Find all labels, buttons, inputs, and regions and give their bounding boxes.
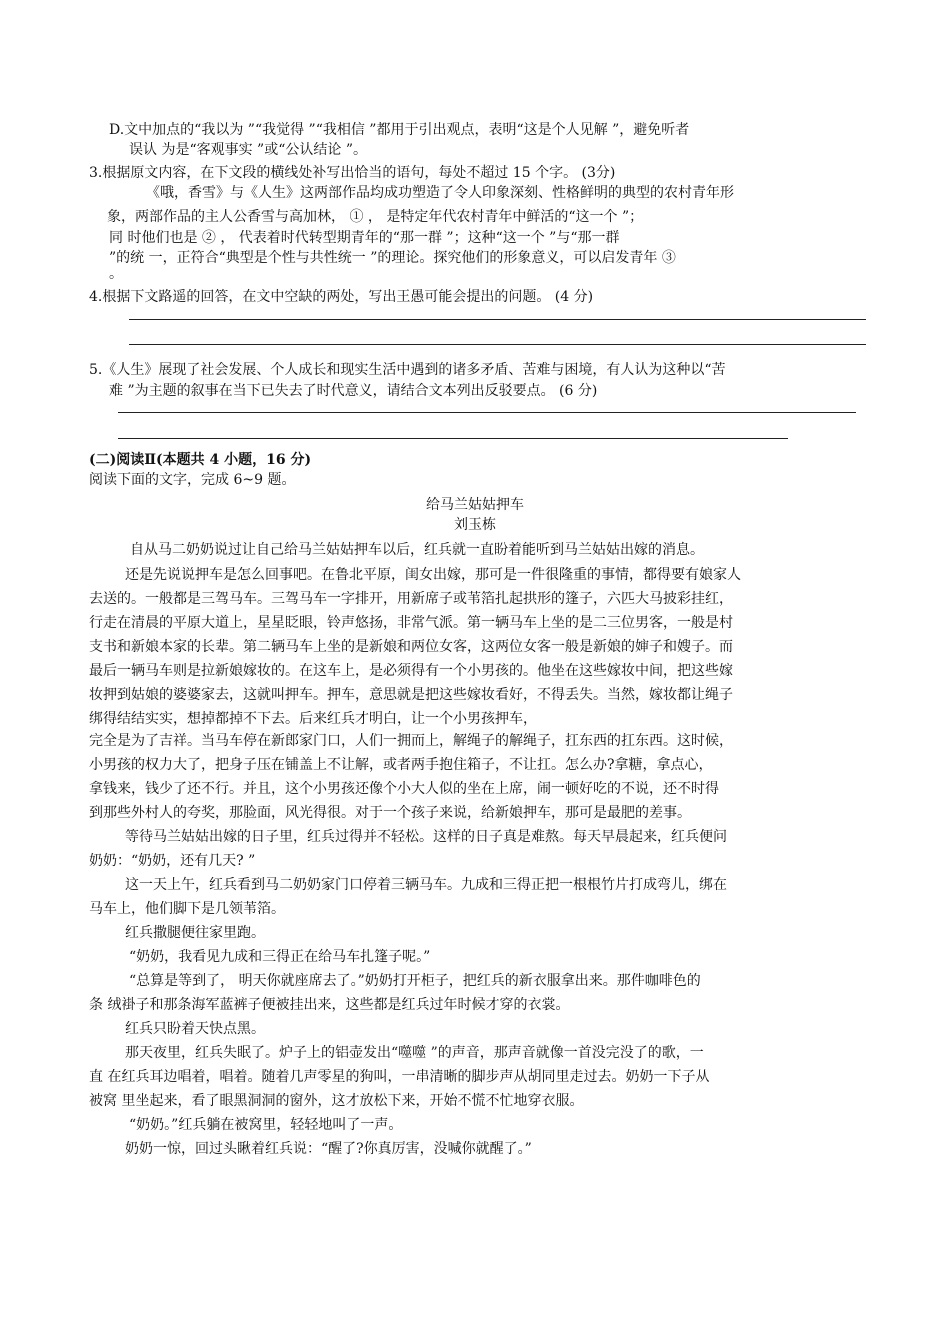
story-line: 那天夜里，红兵失眠了。炉子上的铝壶发出“噬噬 ”的声音，那声音就像一首没完没了的歌，一 xyxy=(125,1045,704,1061)
q4-answer-line-2[interactable] xyxy=(129,344,866,345)
section-heading: (二)阅读Ⅱ(本题共 4 小题，16 分) xyxy=(89,452,312,468)
story-line: 这一天上午，红兵看到马二奶奶家门口停着三辆马车。九成和三得正把一根根竹片打成弯儿，绑在 xyxy=(125,877,727,893)
story-line: 拿钱来，钱少了还不行。并且，这个小男孩还像个小大人似的坐在上席，闹一顿好吃的不说，还不时得 xyxy=(89,781,719,797)
q4-stem: 4.根据下文路遥的回答，在文中空缺的两处，写出王愚可能会提出的问题。 (4 分) xyxy=(89,289,594,305)
q5-answer-line-1[interactable] xyxy=(118,412,856,413)
story-line: 直 在红兵耳边唱着，唱着。随着几声零星的狗叫，一串清晰的脚步声从胡同里走过去。奶奶一下子从 xyxy=(89,1069,710,1085)
story-line: 自从马二奶奶说过让自己给马兰姑姑押车以后，红兵就一直盼着能听到马兰姑姑出嫁的消息。 xyxy=(130,542,704,558)
story-line: 还是先说说押车是怎么回事吧。在鲁北平原，闺女出嫁，那可是一件很隆重的事情，都得要有娘家人 xyxy=(125,567,741,583)
story-line: 等待马兰姑姑出嫁的日子里，红兵过得并不轻松。这样的日子真是难熬。每天早晨起来，红兵便问 xyxy=(125,829,727,845)
story-line: 红兵撒腿便往家里跑。 xyxy=(125,925,265,941)
q3-paragraph-line4: ”的统 一，正符合“典型是个性与共性统一 ”的理论。探究他们的形象意义，可以启发青年 ③ xyxy=(109,250,676,266)
q5-stem-line1: 5.《人生》展现了社会发展、个人成长和现实生活中遇到的诸多矛盾、苦难与困境，有人认为这种以“苦 xyxy=(89,362,726,378)
q5-answer-line-2[interactable] xyxy=(118,438,788,439)
q2-option-d-line2: 误认 为是“客观事实 ”或“公认结论 ”。 xyxy=(129,142,367,158)
story-line: 奶奶：“奶奶，还有几天? ” xyxy=(89,853,256,869)
q3-paragraph-line5: 。 xyxy=(109,266,123,282)
q4-answer-line-1[interactable] xyxy=(129,319,866,320)
story-line: “总算是等到了， 明天你就座席去了。”奶奶打开柜子，把红兵的新衣服拿出来。那件咖啡色的 xyxy=(129,973,701,989)
story-line: 奶奶一惊，回过头瞅着红兵说：“醒了?你真厉害，没喊你就醒了。” xyxy=(125,1141,532,1157)
story-line: 行走在清晨的平原大道上，星星眨眼，铃声悠扬，非常气派。第一辆马车上坐的是二三位男客，一般是村 xyxy=(89,615,733,631)
story-line: 支书和新娘本家的长辈。第二辆马车上坐的是新娘和两位女客，这两位女客一般是新娘的婶子和嫂子。而 xyxy=(89,639,733,655)
q5-stem-line2: 难 ”为主题的叙事在当下已失去了时代意义，请结合文本列出反驳要点。 (6 分) xyxy=(109,383,598,399)
section-instruction: 阅读下面的文字，完成 6~9 题。 xyxy=(89,472,296,488)
story-line: “奶奶，我看见九成和三得正在给马车扎篷子呢。” xyxy=(129,949,431,965)
q3-paragraph-line2: 象，两部作品的主人公香雪与高加林， ① ， 是特定年代农村青年中鲜活的“这一个 ”； xyxy=(107,209,644,225)
story-line: 绑得结结实实，想掉都掉不下去。后来红兵才明白，让一个小男孩押车， xyxy=(89,711,537,727)
story-line: “奶奶。”红兵躺在被窝里，轻轻地叫了一声。 xyxy=(129,1117,403,1133)
q3-stem: 3.根据原文内容，在下文段的横线处补写出恰当的语句，每处不超过 15 个字。 (3分) xyxy=(89,165,616,181)
story-line: 最后一辆马车则是拉新娘嫁妆的。在这车上，是必须得有一个小男孩的。他坐在这些嫁妆中间，把这些嫁 xyxy=(89,663,733,679)
story-line: 到那些外村人的夸奖，那脸面，风光得很。对于一个孩子来说，给新娘押车，那可是最肥的差事。 xyxy=(89,805,691,821)
story-title: 给马兰姑姑押车 xyxy=(426,497,524,513)
story-line: 完全是为了吉祥。当马车停在新郎家门口，人们一拥而上，解绳子的解绳子，扛东西的扛东西。这时候， xyxy=(89,733,733,749)
story-line: 妆押到姑娘的婆婆家去，这就叫押车。押车，意思就是把这些嫁妆看好，不得丢失。当然，嫁妆都让绳子 xyxy=(89,687,733,703)
q3-paragraph-line3: 同 时他们也是 ② ， 代表着时代转型期青年的“那一群 ”；这种“这一个 ”与“那一群 xyxy=(109,230,620,246)
story-author: 刘玉栋 xyxy=(454,517,496,533)
story-line: 马车上，他们脚下是几领苇箔。 xyxy=(89,901,285,917)
q2-option-d-line1: D.文中加点的“我以为 ”“我觉得 ”“我相信 ”都用于引出观点，表明“这是个人见解 ”，避免听者 xyxy=(109,122,690,138)
story-line: 红兵只盼着天快点黑。 xyxy=(125,1021,265,1037)
story-line: 小男孩的权力大了，把身子压在铺盖上不让解，或者两手抱住箱子，不让扛。怎么办?拿糖，拿点心， xyxy=(89,757,713,773)
story-line: 去送的。一般都是三驾马车。三驾马车一字排开，用新席子或苇箔扎起拱形的篷子，六匹大马披彩挂红， xyxy=(89,591,733,607)
story-line: 被窝 里坐起来，看了眼黑洞洞的窗外，这才放松下来，开始不慌不忙地穿衣服。 xyxy=(89,1093,584,1109)
q3-paragraph-line1: 《哦，香雪》与《人生》这两部作品均成功塑造了令人印象深刻、性格鲜明的典型的农村青年形 xyxy=(146,185,734,201)
story-line: 条 绒褂子和那条海军蓝裤子便被挂出来，这些都是红兵过年时候才穿的衣裳。 xyxy=(89,997,570,1013)
